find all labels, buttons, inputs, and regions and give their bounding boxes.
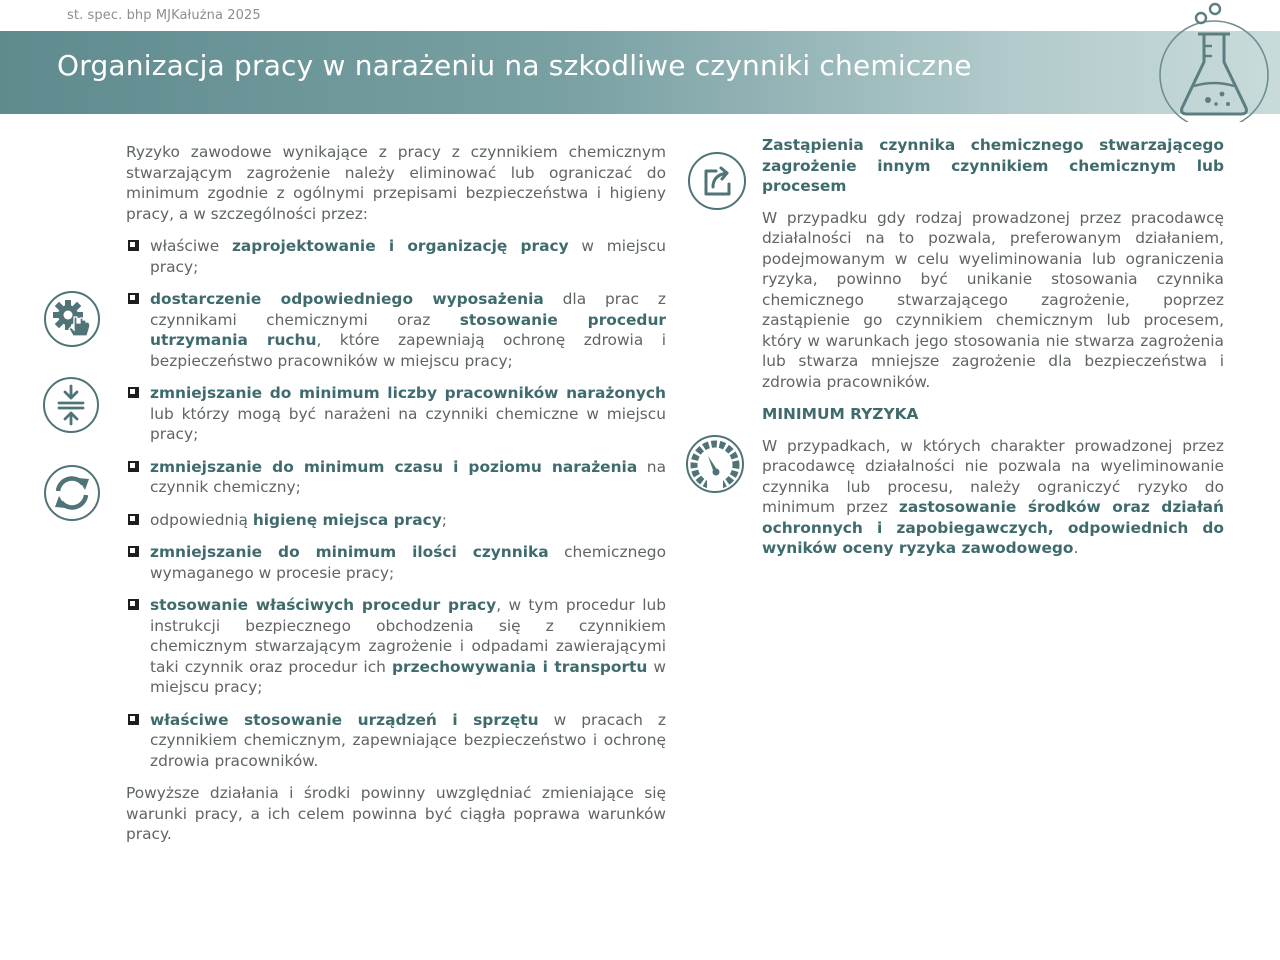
list-item: dostarczenie odpowiedniego wyposażenia dla prac z czynnikami chemicznymi oraz stosowanie procedur utrzymania ruchu, które zapewniają ochronę zdrowia i bezpieczeństwo pracowników w miejscu pracy; (126, 289, 666, 371)
gauge-icon (685, 434, 745, 498)
list-item: odpowiednią higienę miejsca pracy; (126, 510, 666, 531)
checkbox-bullet-icon (128, 714, 137, 723)
export-arrow-icon (687, 151, 747, 215)
list-item: właściwe stosowanie urządzeń i sprzętu w pracach z czynnikiem chemicznym, zapewniające bezpieczeństwo i ochronę zdrowia pracowników. (126, 710, 666, 772)
title-banner (0, 31, 1280, 114)
checkbox-bullet-icon (128, 293, 137, 302)
checkbox-bullet-icon (128, 461, 137, 470)
checkbox-bullet-icon (128, 599, 137, 608)
minimum-risk-heading: MINIMUM RYZYKA (762, 405, 919, 423)
minimum-risk-paragraph: W przypadkach, w których charakter prowadzonej przez pracodawcę działalności nie pozwala na wyeliminowanie czynnika lub procesu, należy ograniczyć ryzyko do minimum przez zastosowanie środków oraz działań ochronnych i zapobiegawczych, odpowiednich do wyników oceny ryzyka zawodowego. (762, 436, 1224, 557)
checkbox-bullet-icon (128, 514, 137, 523)
refresh-arrows-icon (43, 464, 101, 526)
checkbox-bullet-icon (128, 240, 137, 249)
right-column (762, 135, 1224, 559)
checkbox-bullet-icon (128, 387, 137, 396)
page-title: Organizacja pracy w narażeniu na szkodliwe czynniki chemiczne (57, 49, 972, 82)
list-item: właściwe zaprojektowanie i organizację pracy w miejscu pracy; (126, 236, 666, 277)
checkbox-bullet-icon (128, 546, 137, 555)
author-note: st. spec. bhp MJKałużna 2025 (67, 8, 261, 23)
measures-list (126, 236, 666, 771)
intro-paragraph: Ryzyko zawodowe wynikające z pracy z czynnikiem chemicznym stwarzającym zagrożenie należy eliminować lub ograniczać do minimum zgodnie z ogólnymi przepisami bezpieczeństwa i higieny pracy, a w szczególności przez: (126, 143, 666, 223)
list-item: zmniejszanie do minimum ilości czynnika chemicznego wymaganego w procesie pracy; (126, 542, 666, 583)
list-item: zmniejszanie do minimum liczby pracowników narażonych lub którzy mogą być narażeni na czynniki chemiczne w miejscu pracy; (126, 383, 666, 445)
list-item: stosowanie właściwych procedur pracy, w tym procedur lub instrukcji bezpiecznego obchodzenia się z czynnikiem chemicznym stwarzającym zagrożenie i odpadami zawierającymi taki czynnik oraz procedur ich przechowywania i transportu w miejscu pracy; (126, 595, 666, 698)
closing-paragraph: Powyższe działania i środki powinny uwzględniać zmieniające się warunki pracy, a ich celem powinna być ciągła poprawa warunków pracy. (126, 784, 666, 843)
left-column (126, 142, 666, 845)
gear-hand-icon (43, 290, 101, 352)
substitution-paragraph: W przypadku gdy rodzaj prowadzonej przez pracodawcę działalności na to pozwala, preferowanym działaniem, podejmowanym w celu wyeliminowania lub ograniczenia ryzyka, powinno być unikanie stosowania czynnika chemicznego stwarzającego zagrożenie, poprzez zastąpienie go czynnikiem chemicznym lub procesem, który w warunkach jego stosowania nie stwarza zagrożenia lub stwarza mniejsze zagrożenie dla bezpieczeństwa i zdrowia pracowników. (762, 208, 1224, 391)
compress-arrows-icon (42, 376, 100, 438)
flask-icon (1148, 0, 1280, 122)
list-item: zmniejszanie do minimum czasu i poziomu narażenia na czynnik chemiczny; (126, 457, 666, 498)
substitution-heading: Zastąpienia czynnika chemicznego stwarzającego zagrożenie innym czynnikiem chemicznym lub procesem (762, 136, 1224, 195)
